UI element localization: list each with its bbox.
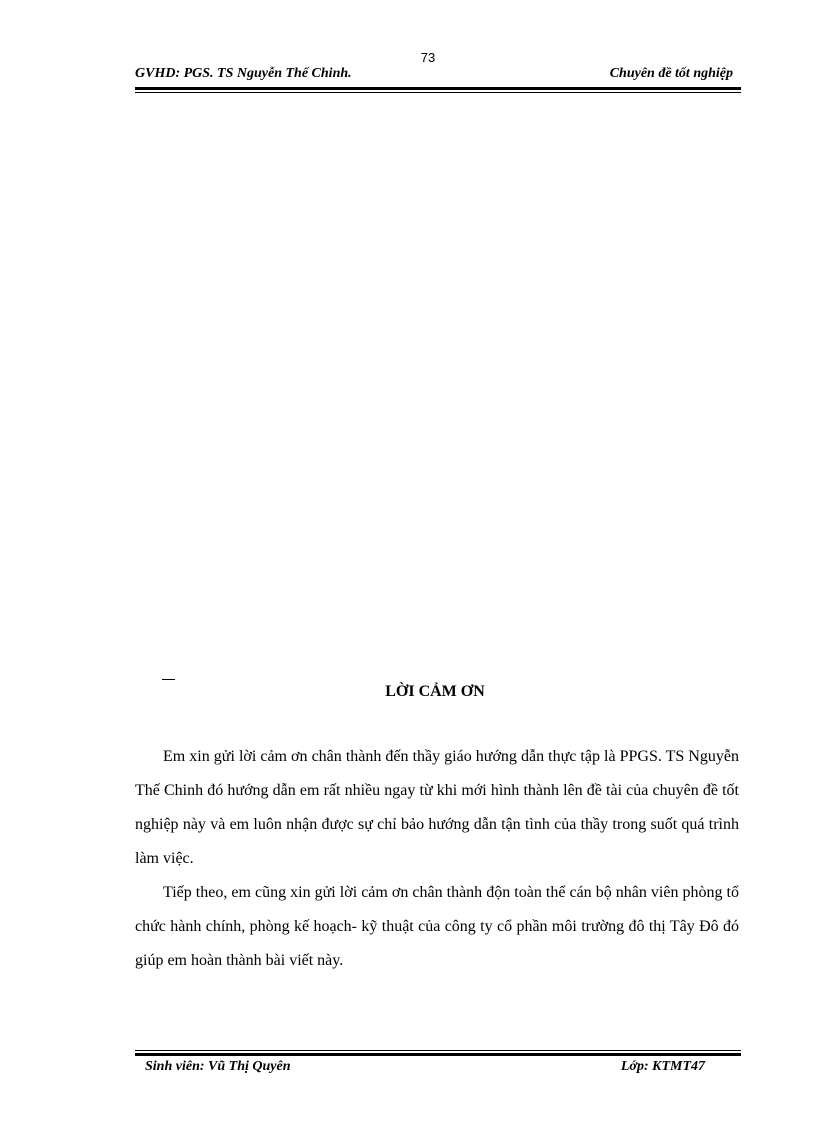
footer-rule-thin [135, 1050, 741, 1051]
header-doc-type: Chuyên đề tốt nghiệp [609, 66, 733, 81]
footer-student: Sinh viên: Vũ Thị Quyên [145, 1059, 291, 1074]
header-rule-thick [135, 87, 741, 90]
page-header [135, 66, 741, 86]
paragraph-2: Tiếp theo, em cũng xin gửi lời cảm ơn chân thành độn toàn thể cán bộ nhân viên phòng tổ chức hành chính, phòng kế hoạch- kỹ thuật của công ty cổ phần môi trường đô thị Tây Đô đó giúp em hoàn thành bài viết này. [135, 884, 739, 969]
page-footer [145, 1059, 705, 1079]
body-text [135, 740, 739, 978]
footer-class: Lớp: KTMT47 [620, 1059, 705, 1074]
header-advisor: GVHD: PGS. TS Nguyễn Thế Chinh. [135, 66, 352, 81]
page-number: 73 [420, 50, 436, 65]
header-rule-thin [135, 92, 741, 93]
page-title: LỜI CẢM ƠN [385, 683, 485, 700]
footer-rule-thick [135, 1053, 741, 1056]
dash-mark [162, 679, 175, 680]
paragraph-1: Em xin gửi lời cảm ơn chân thành đến thầy giáo hướng dẫn thực tập là PPGS. TS Nguyễn Thế Chinh đó hướng dẫn em rất nhiều ngay từ khi mới hình thành lên đề tài của chuyên đề tốt nghiệp này và em luôn nhận được sự chỉ bảo hướng dẫn tận tình của thầy trong suốt quá trình làm việc. [135, 748, 739, 867]
